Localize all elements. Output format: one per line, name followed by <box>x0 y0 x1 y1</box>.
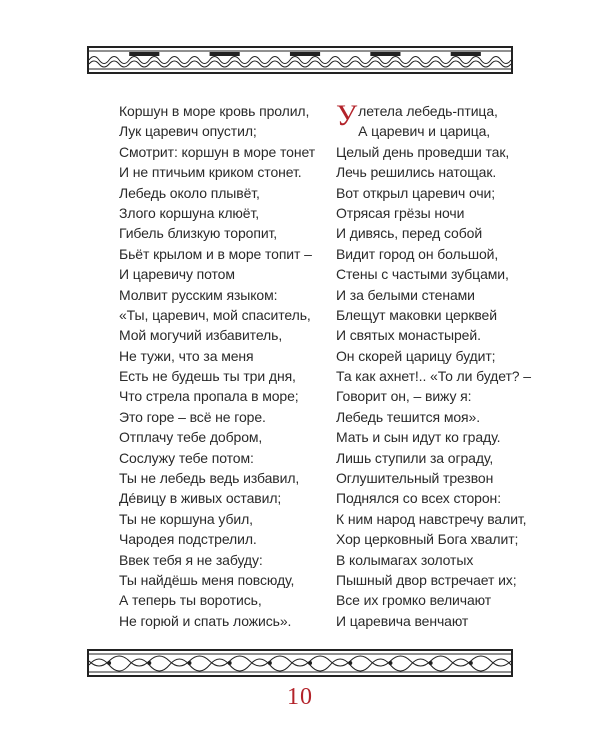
poem-line: Лебедь около плывёт, <box>119 184 260 201</box>
poem-line: А царевич и царица, <box>358 123 491 140</box>
poem-line: И царевичу потом <box>119 266 235 283</box>
poem-line: Сослужу тебе потом: <box>119 449 254 466</box>
poem-line: И не птичьим криком стонет. <box>119 164 302 181</box>
poem-line: Он скорей царицу будит; <box>336 347 496 364</box>
poem-line: Видит город он большой, <box>336 245 499 262</box>
poem-line: летела лебедь-птица, <box>358 103 498 119</box>
poem-line: Молвит русским языком: <box>119 286 278 303</box>
poem-line: Пышный двор встречает их; <box>336 571 517 588</box>
poem-line: Отрясая грёзы ночи <box>336 204 465 221</box>
poem-line: И за белыми стенами <box>336 286 475 303</box>
poem-line: Все их громко величают <box>336 592 492 609</box>
poem-line: Отплачу тебе добром, <box>119 429 263 446</box>
wave-ornament-icon <box>89 651 511 675</box>
poem-line: Дéвицу в живых оставил; <box>119 490 282 507</box>
poem-line: Лишь ступили за ограду, <box>336 449 494 466</box>
poem-line: Ты найдёшь меня повсюду, <box>119 571 295 588</box>
poem-left-column <box>119 101 319 631</box>
poem-line: Вот открыл царевич очи; <box>336 184 496 201</box>
poem-line: Лечь решились натощак. <box>336 164 497 181</box>
poem-line: Коршун в море кровь пролил, <box>119 103 310 119</box>
poem-line: В колымагах золотых <box>336 551 474 568</box>
poem-line: А теперь ты воротись, <box>119 592 262 609</box>
poem-line: Что стрела пропала в море; <box>119 388 299 405</box>
poem-line: Бьёт крылом и в море топит – <box>119 245 312 262</box>
poem-line: Та как ахнет!.. «То ли будет? – <box>336 368 531 385</box>
poem-line: Лук царевич опустил; <box>119 123 257 140</box>
poem-line: И святых монастырей. <box>336 327 481 344</box>
poem-line: Стены с частыми зубцами, <box>336 266 509 283</box>
poem-line: Оглушительный трезвон <box>336 470 494 487</box>
poem-right-column <box>336 101 536 631</box>
poem-line: К ним народ навстречу валит, <box>336 510 527 527</box>
poem-line: Говорит он, – вижу я: <box>336 388 472 405</box>
wave-ornament-icon <box>89 48 511 72</box>
poem-line: И царевича венчают <box>336 612 469 629</box>
poem-line: «Ты, царевич, мой спаситель, <box>119 306 311 323</box>
poem-line: Чародея подстрелил. <box>119 531 257 548</box>
poem-line: Не тужи, что за меня <box>119 347 254 364</box>
poem-line: Злого коршуна клюёт, <box>119 204 260 221</box>
poem-line: Ты не коршуна убил, <box>119 510 253 527</box>
top-decorative-border <box>87 46 513 74</box>
poem-line: Гибель близкую торопит, <box>119 225 278 242</box>
poem-line: Есть не будешь ты три дня, <box>119 368 296 385</box>
poem-line: Ты не лебедь ведь избавил, <box>119 470 300 487</box>
poem-line: И дивясь, перед собой <box>336 225 483 242</box>
poem-line: Мой могучий избавитель, <box>119 327 283 344</box>
poem-line: Это горе – всё не горе. <box>119 408 266 425</box>
poem-line: Хор церковный Бога хвалит; <box>336 531 519 548</box>
poem-line: Не горюй и спать ложись». <box>119 612 292 629</box>
poem-line: Ввек тебя я не забуду: <box>119 551 263 568</box>
poem-line: Поднялся со всех сторон: <box>336 490 501 507</box>
drop-cap-letter: У <box>336 99 358 132</box>
page-number: 10 <box>287 684 313 710</box>
poem-line: Смотрит: коршун в море тонет <box>119 143 316 160</box>
poem-line: Мать и сын идут ко граду. <box>336 429 501 446</box>
poem-line: Лебедь тешится моя». <box>336 408 480 425</box>
poem-line: Целый день проведши так, <box>336 143 510 160</box>
poem-line: Блещут маковки церквей <box>336 306 497 323</box>
bottom-decorative-border <box>87 649 513 677</box>
